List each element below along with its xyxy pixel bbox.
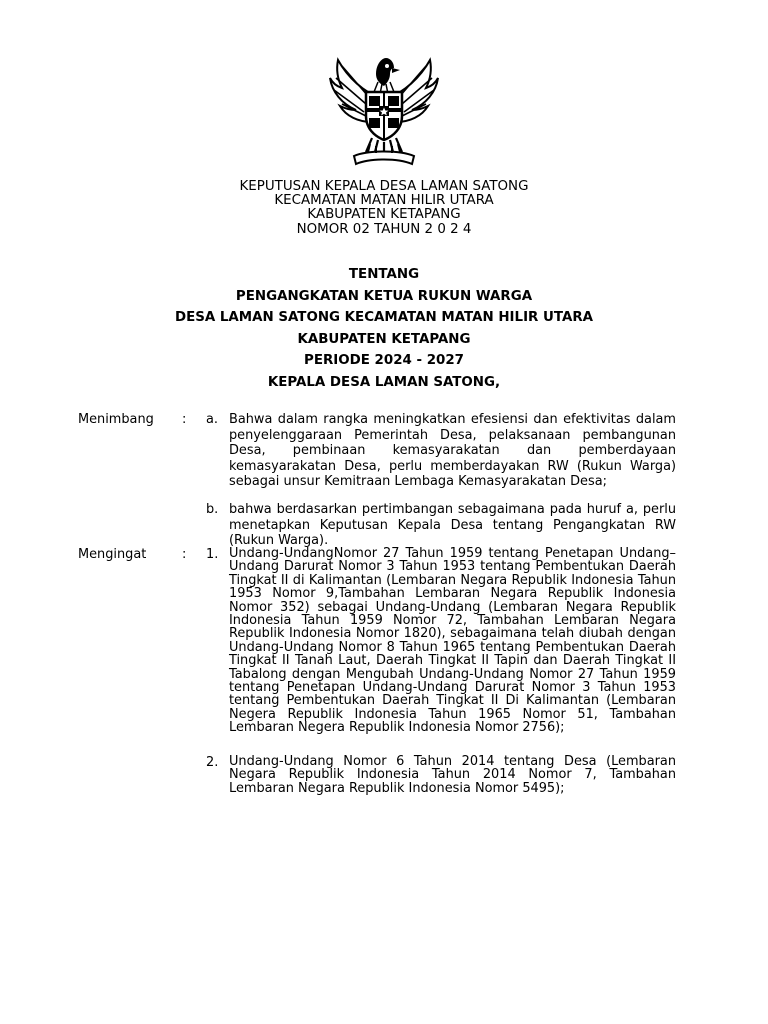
subject-line: PENGANGKATAN KETUA RUKUN WARGA bbox=[235, 288, 533, 304]
item-marker: a. bbox=[206, 412, 218, 427]
decree-subject-block bbox=[0, 264, 768, 393]
mengingat-label: Mengingat bbox=[78, 547, 147, 562]
decree-district-line: KECAMATAN MATAN HILIR UTARA bbox=[274, 193, 494, 209]
item-text: Undang-UndangNomor 27 Tahun 1959 tentang Penetapan Undang–Undang Darurat Nomor 3 Tahun 1953 tentang Pembentukan Daerah Tingkat II di Kalimantan (Lembaran Negara Republik Indonesia Tahun 1953 Nomor 9,Tambahan Lembaran Negara Republik Indonesia Nomor 352) sebagai Undang-Undang (Lembaran Negara Republik Indonesia Tahun 1959 Nomor 72, Tambahan Lembaran Negara Republik Indonesia Nomor 1820), sebagaimana telah diubah dengan Undang-Undang Nomor 8 Tahun 1965 tentang Pembentukan Daerah Tingkat II Tanah Laut, Daerah Tingkat II Tapin dan Daerah Tingkat II Tabalong dengan Mengubah Undang-Undang Nomor 27 Tahun 1959 tentang Penetapan Undang-Undang Darurat Nomor 3 Tahun 1953 tentang Pembentukan Daerah Tingkat II Di Kalimantan (Lembaran Negera Republik Indonesia Tahun 1965 Nomor 51, Tambahan Lembaran Negera Republik Indonesia Nomor 2756); bbox=[229, 546, 676, 736]
menimbang-colon: : bbox=[182, 412, 187, 427]
subject-authority: KEPALA DESA LAMAN SATONG, bbox=[267, 374, 501, 390]
menimbang-section bbox=[78, 412, 676, 548]
item-marker: b. bbox=[206, 502, 219, 517]
decree-title-block bbox=[0, 180, 768, 237]
mengingat-section bbox=[78, 547, 676, 807]
item-marker: 2. bbox=[206, 755, 219, 770]
decree-regency-line: KABUPATEN KETAPANG bbox=[307, 207, 461, 223]
item-text: Undang-Undang Nomor 6 Tahun 2014 tentang Desa (Lembaran Negara Republik Indonesia Tahun 2014 Nomor 7, Tambahan Lembaran Negara Republik Indonesia Nomor 5495); bbox=[229, 754, 676, 796]
item-marker: 1. bbox=[206, 547, 219, 562]
decree-number-line: NOMOR 02 TAHUN 2 0 2 4 bbox=[296, 221, 472, 237]
garuda-emblem-icon bbox=[324, 52, 444, 168]
subject-tentang: TENTANG bbox=[348, 267, 420, 282]
item-text: Bahwa dalam rangka meningkatkan efesiensi dan efektivitas dalam penyelenggaraan Pemerintah Desa, pelaksanaan pembangunan Desa, pembinaan kemasyarakatan dan pemberdayaan kemasyarakatan Desa, perlu memberdayakan RW (Rukun Warga) sebagai unsur Kemitraan Lembaga Kemasyarakatan Desa; bbox=[229, 412, 676, 489]
mengingat-colon: : bbox=[182, 547, 187, 562]
subject-line: DESA LAMAN SATONG KECAMATAN MATAN HILIR UTARA bbox=[174, 310, 594, 325]
subject-period: PERIODE 2024 - 2027 bbox=[304, 353, 464, 368]
menimbang-label: Menimbang bbox=[78, 412, 154, 427]
subject-line: KABUPATEN KETAPANG bbox=[297, 331, 471, 347]
item-text: bahwa berdasarkan pertimbangan sebagaimana pada huruf a, perlu menetapkan Keputusan Kepala Desa tentang Pengangkatan RW (Rukun Warga). bbox=[229, 502, 676, 548]
decree-title-line: KEPUTUSAN KEPALA DESA LAMAN SATONG bbox=[239, 179, 529, 194]
